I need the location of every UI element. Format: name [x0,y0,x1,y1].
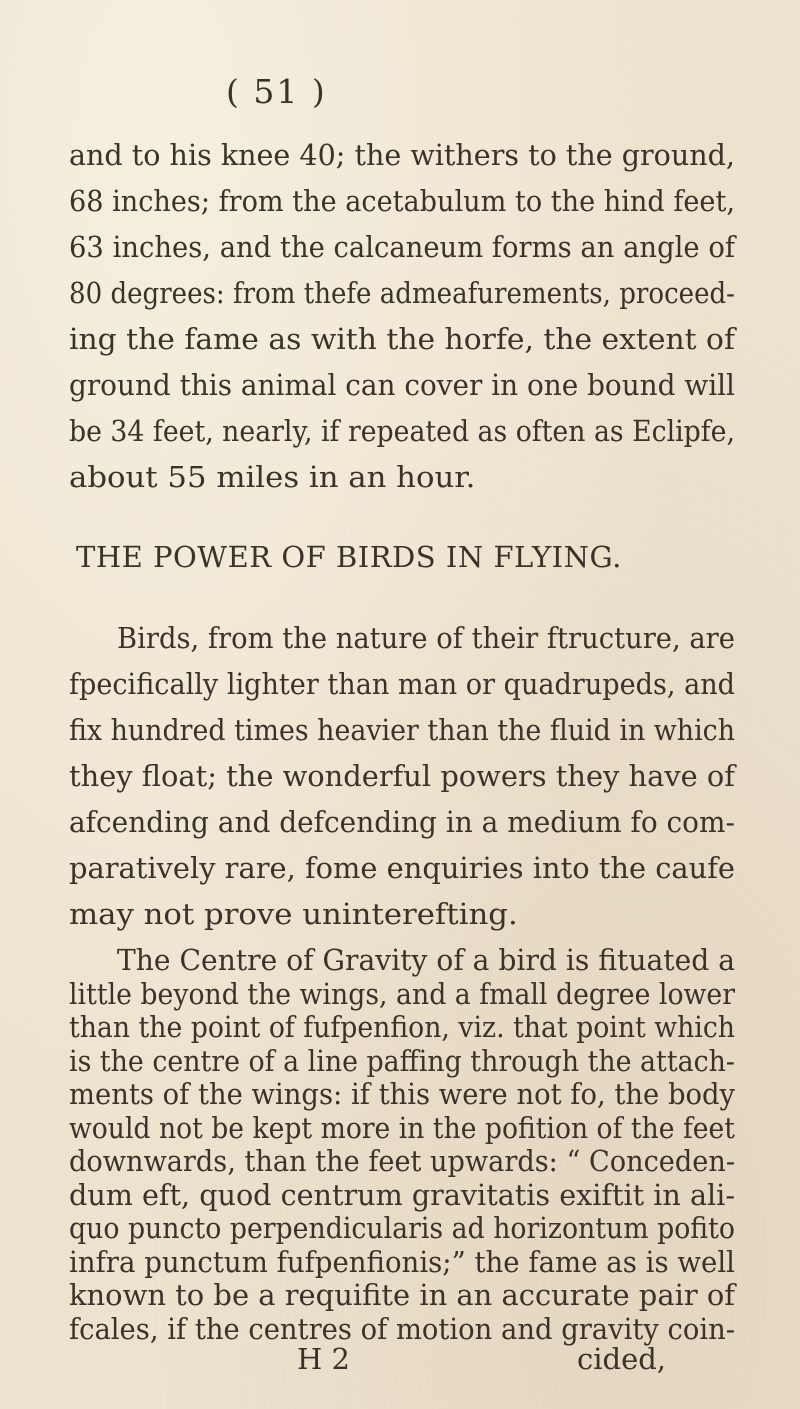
text-line: fpecifically lighter than man or quadrupeds, and [69,667,736,701]
text-line: ground this animal can cover in one bound will [69,368,735,402]
text-line: infra punctum fufpenfionis;” the fame as is well [69,1244,736,1279]
text-line: The Centre of Gravity of a bird is fituated a [117,943,736,977]
text-line: paratively rare, fome enquiries into the caufe [69,851,736,885]
text-line: fcales, if the centres of motion and gravity coin- [69,1311,736,1346]
section-heading: THE POWER OF BIRDS IN FLYING. [76,540,622,574]
page-number: ( 51 ) [226,72,327,111]
signature-mark: H 2 [297,1342,350,1376]
text-line: they float; the wonderful powers they have of [69,759,735,793]
text-line: would not be kept more in the pofition of the feet [69,1110,735,1145]
text-line: be 34 feet, nearly, if repeated as often as Eclipfe, [69,414,735,448]
text-line: quo puncto perpendicularis ad horizontum pofito [69,1211,736,1245]
text-line: may not prove uninterefting. [69,897,518,931]
text-line: afcending and defcending in a medium fo com- [69,805,735,839]
text-line: than the point of fufpenfion, viz. that point which [69,1010,735,1044]
text-line: Birds, from the nature of their ftructure, are [117,621,735,655]
text-line: little beyond the wings, and a fmall degree lower [69,976,735,1011]
text-line: 68 inches; from the acetabulum to the hind feet, [69,184,736,218]
text-line: downwards, than the feet upwards: “ Conceden- [69,1144,736,1178]
catchword: cided, [577,1342,667,1376]
text-line: 80 degrees: from thefe admeafurements, proceed- [69,276,735,310]
text-line: ing the fame as with the horfe, the extent of [69,322,735,356]
text-line: fix hundred times heavier than the fluid in which [69,713,735,747]
text-line: and to his knee 40; the withers to the ground, [69,138,736,172]
text-line: about 55 miles in an hour. [69,460,476,494]
text-line: dum eft, quod centrum gravitatis exiftit in ali- [69,1177,735,1212]
text-line: ments of the wings: if this were not fo, the body [69,1077,736,1111]
text-line: is the centre of a line paffing through the attach- [69,1043,735,1078]
text-line: 63 inches, and the calcaneum forms an angle of [69,230,735,264]
text-line: known to be a requifite in an accurate pair of [69,1278,735,1312]
